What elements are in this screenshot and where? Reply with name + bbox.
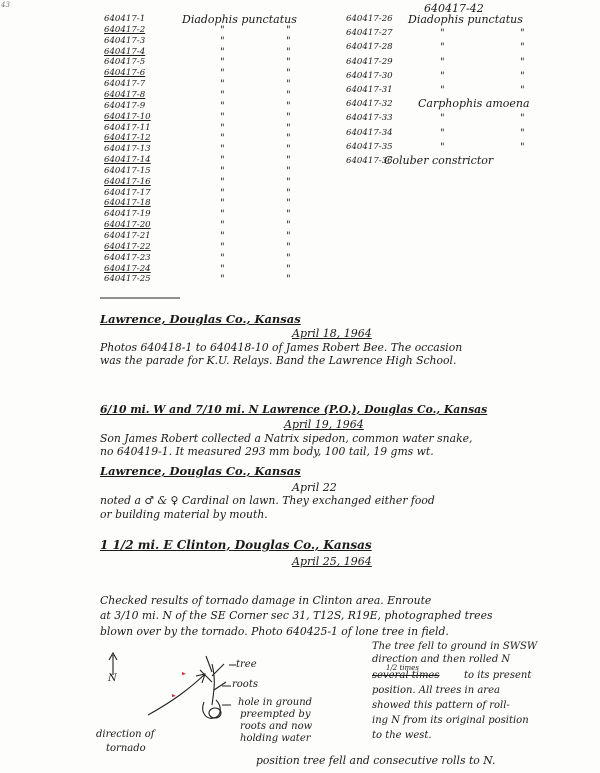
left-catalog-number: 640417-20 [104,220,151,231]
ditto-mark-left-a: " [220,165,225,177]
ditto-mark-left-a: " [220,187,225,199]
left-catalog-number: 640417-5 [104,57,146,68]
north-arrow-icon [109,653,117,675]
ditto-mark-left-a: " [220,209,225,221]
note-above: 1/2 times [386,664,419,672]
right-catalog-number: 640417-27 [346,28,393,39]
entry-3-heading: Lawrence, Douglas Co., Kansas [100,464,301,478]
hole-label-1: hole in ground [238,697,313,708]
left-species-name: Diadophis punctatus [182,13,297,26]
ditto-mark-left-b: " [286,241,291,253]
entry-3-date: April 22 [292,481,337,494]
ditto-mark-left-a: " [220,176,225,188]
note-struck: several times [372,670,440,681]
ditto-mark-left-a: " [220,89,225,101]
ditto-mark-left-b: " [286,220,291,232]
ditto-mark-right-b: " [520,28,525,40]
left-catalog-number: 640417-18 [104,198,151,209]
note-line-3: to its present [464,670,532,681]
ditto-mark-right-b: " [520,56,525,68]
right-catalog-number: 640417-29 [346,56,393,67]
entry-2-line-1: Son James Robert collected a Natrix sipedon, common water snake, [100,432,473,445]
entry-1-date: April 18, 1964 [292,327,372,340]
ditto-mark-left-b: " [286,144,291,156]
left-catalog-number: 640417-13 [104,144,151,155]
right-species-name-1: Diadophis punctatus [408,13,523,26]
entry-3-line-2: or building material by mouth. [100,508,268,521]
entry-3-line-1: noted a ♂ & ♀ Cardinal on lawn. They exchanged either food [100,494,435,507]
ditto-mark-right-a: " [440,85,445,96]
ditto-mark-left-b: " [286,46,291,58]
entry-2-date: April 19, 1964 [284,418,364,431]
ditto-mark-left-a: " [220,274,225,286]
ditto-mark-right-a: " [440,56,445,68]
right-catalog-number: 640417-35 [346,141,393,152]
ditto-mark-left-b: " [286,231,291,242]
right-catalog-number: 640417-32 [346,99,393,110]
ditto-mark-right-a: " [440,28,445,40]
right-species-name-3: Coluber constrictor [384,154,494,167]
ditto-mark-left-a: " [220,155,225,167]
ditto-mark-right-b: " [520,42,525,54]
ditto-mark-left-a: " [220,231,225,242]
corner-mark: 43 [1,1,10,9]
north-label: N [108,673,117,684]
ditto-mark-left-b: " [286,274,291,286]
left-catalog-number: 640417-25 [104,274,151,285]
ditto-mark-left-a: " [220,46,225,58]
tree-icon [200,656,226,705]
ditto-mark-left-b: " [286,122,291,134]
ditto-mark-left-b: " [286,100,291,112]
ditto-mark-left-b: " [286,252,291,264]
ditto-mark-left-b: " [286,68,291,80]
ditto-mark-right-b: " [520,85,525,96]
ditto-mark-left-b: " [286,35,291,47]
tree-label: tree [236,659,257,670]
red-mark-1 [182,672,186,675]
red-mark-2 [172,694,176,697]
tornado-direction-arrow-icon [148,674,205,715]
ditto-mark-right-b: " [520,70,525,82]
right-catalog-number: 640417-26 [346,14,393,24]
ditto-mark-left-a: " [220,144,225,156]
note-line-7: to the west. [372,730,432,741]
ditto-mark-left-b: " [286,187,291,199]
left-catalog-number: 640417-11 [104,122,151,133]
left-catalog-number: 640417-12 [104,133,151,144]
ditto-mark-left-b: " [286,24,291,36]
ditto-mark-right-a: " [440,127,445,139]
note-line-2: direction and then rolled N [372,654,511,665]
ditto-mark-left-a: " [220,122,225,134]
right-catalog-number: 640417-33 [346,113,393,124]
bottom-note: position tree fell and consecutive rolls to N. [256,754,496,767]
ditto-mark-right-b: " [520,113,525,125]
ditto-mark-left-b: " [286,263,291,275]
ditto-mark-right-a: " [440,70,445,82]
entry-1-line-1: Photos 640418-1 to 640418-10 of James Robert Bee. The occasion [100,341,463,354]
right-catalog-number: 640417-28 [346,42,393,53]
ditto-mark-left-b: " [286,89,291,101]
left-catalog-number: 640417-3 [104,35,146,46]
direction-label-2: tornado [106,743,146,754]
entry-4-date: April 25, 1964 [292,555,372,568]
ditto-mark-left-a: " [220,111,225,123]
entry-2-heading: 6/10 mi. W and 7/10 mi. N Lawrence (P.O.), Douglas Co., Kansas [100,403,488,416]
ditto-mark-left-a: " [220,79,225,91]
left-catalog-number: 640417-14 [104,155,151,166]
ditto-mark-right-a: " [440,141,445,153]
ditto-mark-left-b: " [286,133,291,145]
right-catalog-number: 640417-31 [346,85,393,95]
ditto-mark-right-b: " [520,141,525,153]
note-line-6: ing N from its original position [372,715,529,726]
ditto-mark-left-b: " [286,79,291,91]
left-catalog-number: 640417-22 [104,241,151,252]
ditto-mark-left-b: " [286,57,291,69]
ditto-mark-left-a: " [220,220,225,232]
left-catalog-number: 640417-9 [104,100,146,111]
left-catalog-number: 640417-8 [104,89,146,100]
entry-4-line-2: at 3/10 mi. N of the SE Corner sec 31, T12S, R19E, photographed trees [100,609,493,622]
left-catalog-number: 640417-10 [104,111,151,122]
ditto-mark-left-a: " [220,133,225,145]
ditto-mark-left-a: " [220,68,225,80]
left-catalog-number: 640417-15 [104,165,151,176]
right-catalog-number: 640417-30 [346,70,393,81]
entry-4-heading: 1 1/2 mi. E Clinton, Douglas Co., Kansas [100,538,372,552]
ditto-mark-left-a: " [220,57,225,69]
ditto-mark-left-b: " [286,209,291,221]
ditto-mark-left-a: " [220,35,225,47]
left-catalog-number: 640417-24 [104,263,151,274]
ditto-mark-left-b: " [286,111,291,123]
entry-1-line-2: was the parade for K.U. Relays. Band the Lawrence High School. [100,354,457,367]
hole-label-2: preempted by [240,709,311,720]
ditto-mark-left-a: " [220,24,225,36]
hole-label-3: roots and now [240,721,313,732]
ditto-mark-left-a: " [220,252,225,264]
ditto-mark-left-a: " [220,198,225,210]
note-line-1: The tree fell to ground in SWSW [372,641,538,652]
direction-label-1: direction of [96,729,155,740]
roots-label: roots [232,679,258,690]
ditto-mark-right-b: " [520,127,525,139]
right-catalog-number: 640417-36 [346,156,393,166]
entry-4-line-1: Checked results of tornado damage in Clinton area. Enroute [100,594,432,607]
ditto-mark-left-b: " [286,198,291,210]
ditto-mark-left-a: " [220,100,225,112]
right-species-name-2: Carphophis amoena [418,97,530,110]
left-catalog-number: 640417-6 [104,68,146,79]
left-catalog-number: 640417-4 [104,46,146,57]
right-catalog-number: 640417-34 [346,127,393,138]
entry-1-heading: Lawrence, Douglas Co., Kansas [100,312,301,326]
left-catalog-number: 640417-16 [104,176,151,187]
entry-4-line-3: blown over by the tornado. Photo 640425-1 of lone tree in field. [100,625,449,638]
ditto-mark-right-a: " [440,113,445,125]
ditto-mark-left-a: " [220,241,225,253]
ditto-mark-left-b: " [286,165,291,177]
ditto-mark-left-b: " [286,155,291,167]
left-catalog-number: 640417-17 [104,187,151,198]
entry-2-line-2: no 640419-1. It measured 293 mm body, 100 tail, 19 gms wt. [100,445,434,458]
ditto-mark-right-a: " [440,42,445,54]
note-line-5: showed this pattern of roll- [372,700,510,711]
ditto-mark-left-b: " [286,176,291,188]
left-catalog-number: 640417-1 [104,14,146,24]
left-catalog-number: 640417-21 [104,231,151,241]
left-catalog-number: 640417-19 [104,209,151,220]
ditto-mark-left-a: " [220,263,225,275]
catalog-top-number: 640417-42 [424,2,484,15]
left-catalog-number: 640417-2 [104,24,146,35]
left-catalog-number: 640417-7 [104,79,146,90]
hole-label-4: holding water [240,733,311,744]
note-line-4: position. All trees in area [372,685,500,696]
left-catalog-number: 640417-23 [104,252,151,263]
